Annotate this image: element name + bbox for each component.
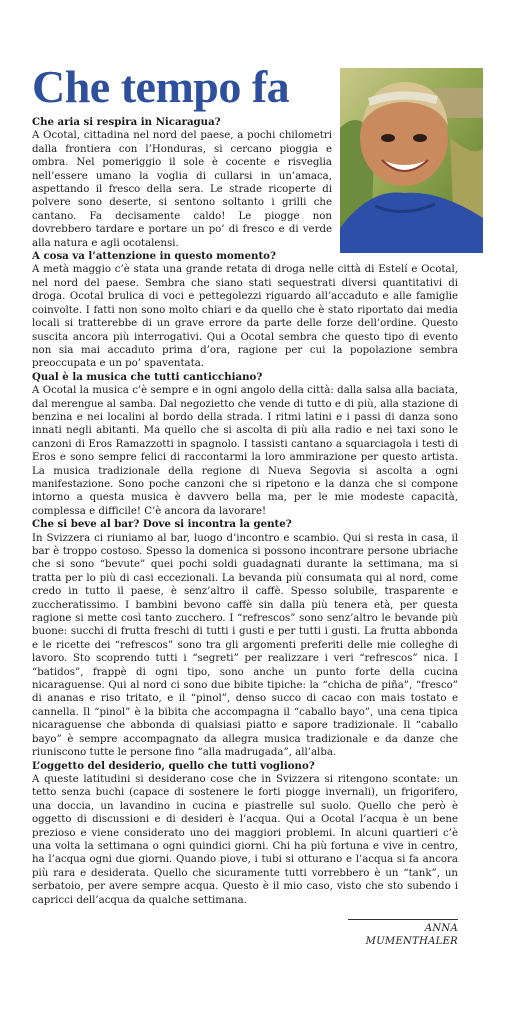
portrait-photo-icon	[340, 68, 483, 253]
question-heading: Qual è la musica che tutti canticchiano?	[32, 370, 263, 383]
author-photo	[340, 68, 483, 253]
signature-block	[32, 919, 458, 949]
question-heading: Che aria si respira in Nicaragua?	[32, 116, 221, 128]
answer-paragraph: A Ocotal, cittadina nel nord del paese, a pochi chilometri dalla frontiera con l’Honduras, si cercano pioggia e ombra. Nel pomeriggio il sole è cocente e risveglia nell’essere umano la voglia di cullarsi in un’amaca, aspettando il fresco della sera. Le strade ricoperte di polvere sono deserte, si sentono soltanto i grilli che cantano. Fa decisamente caldo! Le piogge non dovrebbero tardare e portare un po’ di fresco e di verde alla natura e agli ocotalensi.	[32, 130, 332, 249]
answer-paragraph: A queste latitudini si desiderano cose che in Svizzera si ritengono scontate: un tetto senza buchi (capace di sostenere le forti piogge invernali), un frigorifero, una doccia, un lavandino in cucina e piastrelle sul suolo. Quello che però è oggetto di discussioni e di desideri è l’acqua. Qui a Ocotal l’acqua è un bene prezioso e viene considerato uno dei maggiori problemi. In alcuni quartieri c’è una volta la settimana o ogni quindici giorni. Chi ha più fortuna e vive in centro, ha l’acqua ogni due giorni. Quando piove, i tubi si otturano e l’acqua si fa ancora più rara e desiderata. Quello che sicuramente tutti vorrebbero è un “tank”, un serbatoio, per avere sempre acqua. Questo è il mio caso, visto che sto subendo i capricci dell’acqua da qualche settimana.	[32, 773, 458, 906]
answer-paragraph: A metà maggio c’è stata una grande retata di droga nelle città di Estelí e Ocotal, nel nord del paese. Sembra che siano stati sequestrati diversi quantitativi di droga. Ocotal brulica di voci e pettegolezzi riguardo all’accaduto e alle famiglie coinvolte. I fatti non sono molto chiari e da quello che è stato riportato dai media locali si tratterebbe di un grave errore da parte delle forze dell’ordine. Questo suscita ancora più interrogativi. Qui a Ocotal sembra che questo tipo di evento non sia mai accaduto prima d’ora, ragione per cui la popolazione sembra preoccupata e un po’ spaventata.	[32, 264, 458, 370]
author-signature: ANNA MUMENTHALER	[348, 919, 458, 949]
answer-paragraph: A Ocotal la musica c’è sempre e in ogni angolo della città: dalla salsa alla baciata, dal merengue al samba. Dal negozietto che vende di tutto e di più, alla stazione di benzina e nei localini al bordo della strada. I ritmi latini e i passi di danza sono innati negli abitanti. Ma quello che si ascolta di più alla radio e nei taxi sono le canzoni di Eros Ramazzotti in spagnolo. I tassisti cantano a squarciagola i testi di Eros e sono sempre felici di raccontarmi la loro ammirazione per questo artista. La musica tradizionale della regione di Nueva Segovia si ascolta a ogni manifestazione. Sono poche canzoni che si ripetono e la danza che si compone intorno a questa musica è davvero bella ma, per le mie modeste capacità, complessa e difficile! C’è ancora da lavorare!	[32, 385, 458, 517]
question-heading: A cosa va l’attenzione in questo momento?	[32, 250, 276, 263]
article-title: Che tempo fa	[32, 61, 290, 112]
article	[32, 62, 458, 949]
question-heading: Che si beve al bar? Dove si incontra la gente?	[32, 518, 292, 531]
answer-paragraph: In Svizzera ci riuniamo al bar, luogo d’incontro e scambio. Qui si resta in casa, il bar è troppo costoso. Spesso la domenica si possono incontrare persone ubriache che si sono “bevute” quei pochi soldi guadagnati durante la settimana, ma si tratta per lo più di casi eccezionali. La bevanda più consumata qui al nord, come credo in tutto il paese, è senz’altro il caffè. Spesso solubile, trasparente e zuccheratissimo. I bambini bevono caffè sin dalla più tenera età, per questa ragione si mette così tanto zucchero. I “refrescos” sono senz’altro le bevande più buone: succhi di frutta freschi di tutti i gusti e per tutti i gusti. La frutta abbonda e le ricette dei “refrescos” sono tra gli argomenti preferiti delle mie colleghe di lavoro. Sto scoprendo tutti i “segreti” per realizzare i veri “refrescos” nica. I “batidos”, frappè di ogni tipo, sono anche un punto forte della cucina nicaraguense. Qui al nord ci sono due bibite tipiche: la “chicha de piña”, “fresco” di ananas e riso tritato, e il “pinol”, denso succo di cacao con mais tostato e cannella. Il “pinol” è la bibita che accompagna il “caballo bayo”, una cena tipica nicaraguense che abbonda di qualsiasi piatto e sapore tradizionale. Il “caballo bayo” è sempre accompagnato da allegra musica tradizionale e da danze che riuniscono tutte le persone fino “alla madrugada”, all’alba.	[32, 532, 458, 759]
question-heading: L’oggetto del desiderio, quello che tutti vogliono?	[32, 759, 315, 772]
